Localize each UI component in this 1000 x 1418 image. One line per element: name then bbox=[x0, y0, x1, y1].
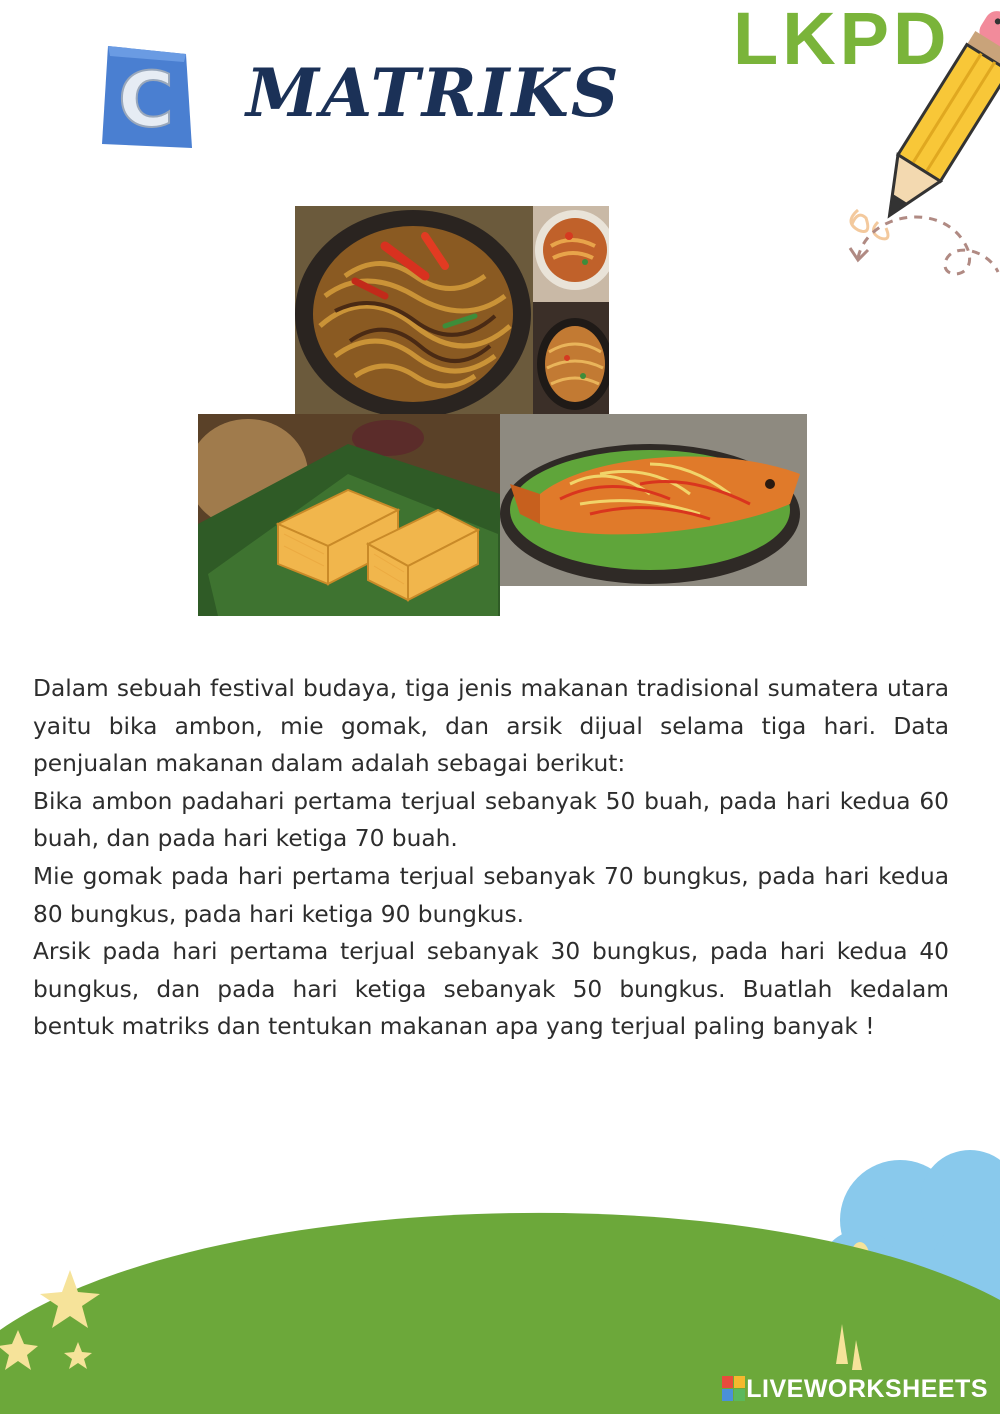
problem-paragraph: Arsik pada hari pertama terjual sebanyak 30 bungkus, pada hari kedua 40 bungkus, dan pada hari ketiga sebanyak 50 bungkus. Buatlah kedalam bentuk matriks dan tentukan makanan apa yang terjual paling banyak ! bbox=[33, 938, 949, 1041]
worksheet-label: LKPD bbox=[733, 0, 951, 80]
pencil-illustration bbox=[838, 10, 1000, 300]
brand-text: LIVEWORKSHEETS bbox=[746, 1374, 988, 1403]
mie-gomak-photo bbox=[295, 206, 535, 414]
section-badge bbox=[100, 44, 192, 152]
problem-paragraph: Mie gomak pada hari pertama terjual sebanyak 70 bungkus, pada hari kedua 80 bungkus, pada hari ketiga 90 bungkus. bbox=[33, 862, 949, 928]
footer-scene bbox=[0, 1130, 1000, 1414]
problem-text bbox=[33, 670, 949, 1046]
problem-paragraph: Dalam sebuah festival budaya, tiga jenis makanan tradisional sumatera utara yaitu bika ambon, mie gomak, dan arsik dijual selama tiga hari. Data penjualan makanan dalam adalah sebagai berikut: bbox=[33, 675, 949, 778]
liveworksheets-brand[interactable] bbox=[722, 1374, 988, 1404]
page-title: MATRIKS bbox=[246, 54, 621, 132]
noodle-bowl-photo-1 bbox=[533, 206, 609, 302]
problem-paragraph: Bika ambon padahari pertama terjual sebanyak 50 buah, pada hari kedua 60 buah, dan pada hari ketiga 70 buah. bbox=[33, 787, 949, 853]
noodle-bowl-photo-2 bbox=[533, 302, 609, 414]
bika-ambon-photo bbox=[198, 414, 500, 616]
section-letter: C bbox=[118, 55, 174, 144]
liveworksheets-logo-icon bbox=[722, 1376, 746, 1402]
arsik-fish-photo bbox=[500, 414, 807, 586]
